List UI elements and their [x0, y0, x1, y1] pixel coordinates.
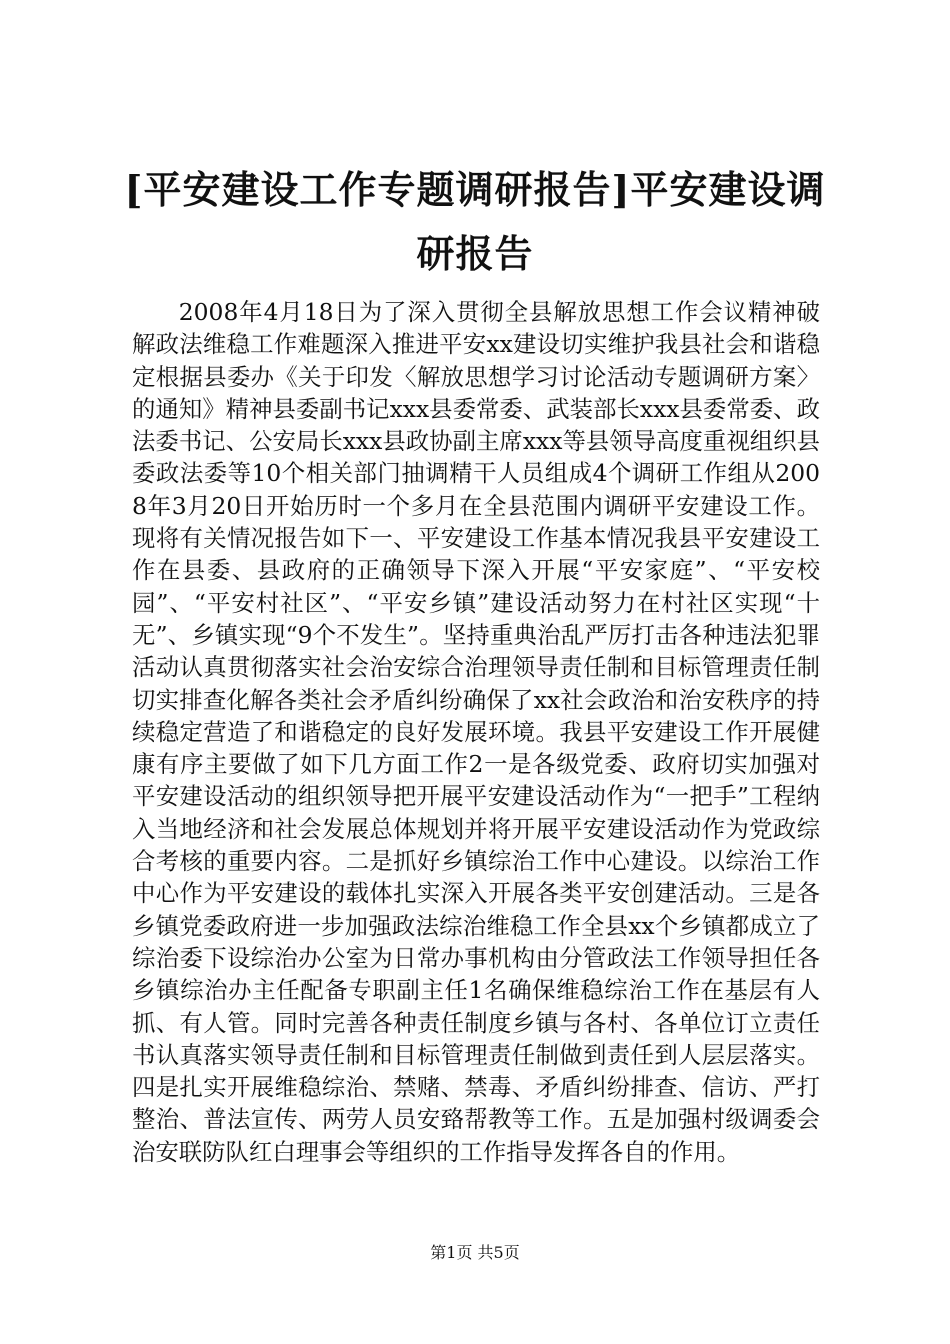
page-footer: 第1页 共5页: [430, 1243, 520, 1262]
document-title: [平安建设工作专题调研报告]平安建设调研报告: [124, 167, 826, 276]
document-body: 2008年4月18日为了深入贯彻全县解放思想工作会议精神破解政法维稳工作难题深入推进平安xx建设切实维护我县社会和谐稳定根据县委办《关于印发〈解放思想学习讨论活动专题调研方案〉的通知》精神县委副书记xxx县委常委、武装部长xxx县委常委、政法委书记、公安局长xxx县政协副主席xxx等县领导高度重视组织县委政法委等10个相关部门抽调精干人员组成4个调研工作组从2008年3月20日开始历时一个多月在全县范围内调研平安建设工作。现将有关情况报告如下一、平安建设工作基本情况我县平安建设工作在县委、县政府的正确领导下深入开展“平安家庭”、“平安校园”、“平安村社区”、“平安乡镇”建设活动努力在村社区实现“十无”、乡镇实现“9个不发生”。坚持重典治乱严厉打击各种违法犯罪活动认真贯彻落实社会治安综合治理领导责任制和目标管理责任制切实排查化解各类社会矛盾纠纷确保了xx社会政治和治安秩序的持续稳定营造了和谐稳定的良好发展环境。我县平安建设工作开展健康有序主要做了如下几方面工作2一是各级党委、政府切实加强对平安建设活动的组织领导把开展平安建设活动作为“一把手”工程纳入当地经济和社会发展总体规划并将开展平安建设活动作为党政综合考核的重要内容。二是抓好乡镇综治工作中心建设。以综治工作中心作为平安建设的载体扎实深入开展各类平安创建活动。三是各乡镇党委政府进一步加强政法综治维稳工作全县xx个乡镇都成立了综治委下设综治办公室为日常办事机构由分管政法工作领导担任各乡镇综治办主任配备专职副主任1名确保维稳综治工作在基层有人抓、有人管。同时完善各种责任制度乡镇与各村、各单位订立责任书认真落实领导责任制和目标管理责任制做到责任到人层层落实。四是扎实开展维稳综治、禁赌、禁毒、矛盾纠纷排查、信访、严打整治、普法宣传、两劳人员安臵帮教等工作。五是加强村级调委会治安联防队红白理事会等组织的工作指导发挥各自的作用。: [132, 298, 820, 1166]
